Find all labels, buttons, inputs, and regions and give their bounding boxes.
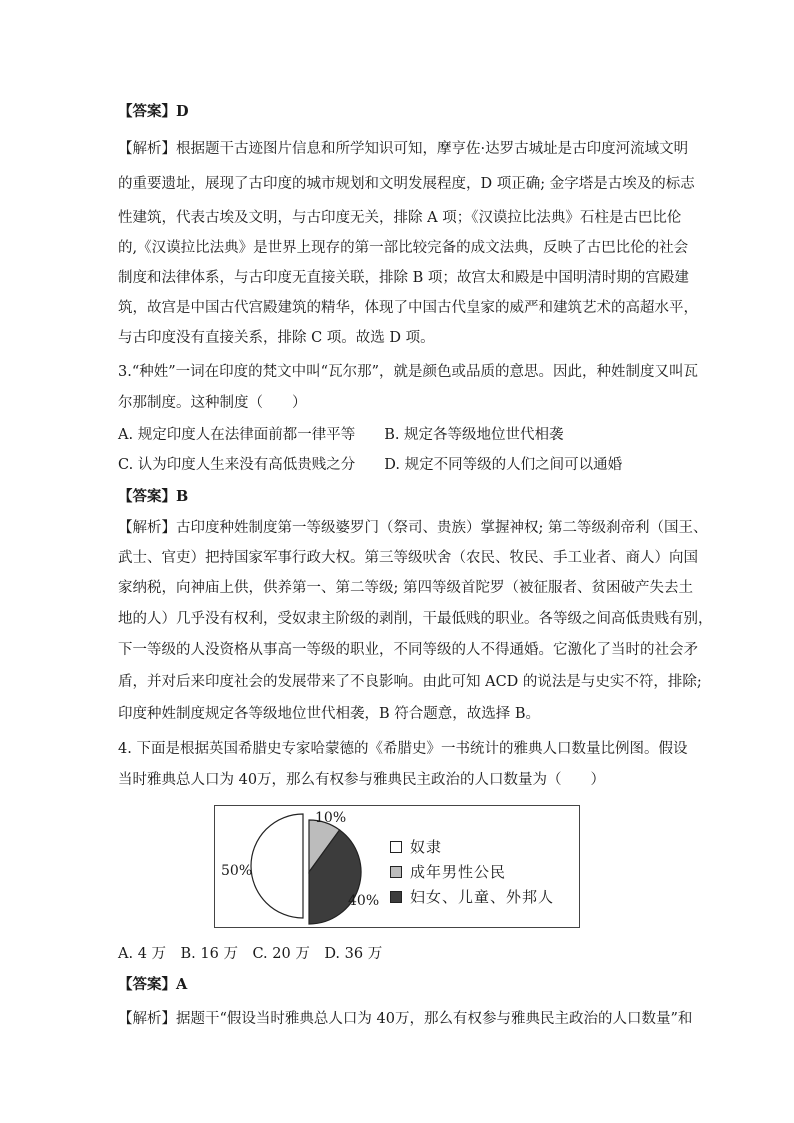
answer-label: 【答案】A [118,976,188,993]
chart-legend [390,834,554,909]
legend-label: 奴隶 [410,838,443,856]
analysis-text-line: 家纳税，向神庙上供，供养第一、第二等级; 第四等级首陀罗（被征服者、贫困破产失去土 [118,580,693,596]
population-pie-chart [214,805,580,928]
question-3-options-cd: C. 认为印度人生来没有高低贵贱之分 D. 规定不同等级的人们之间可以通婚 [118,457,623,473]
analysis-text-line: 【解析】根据题干古迹图片信息和所学知识可知，摩亨佐·达罗古城址是古印度河流域文明 [118,141,689,157]
question-4-text: 当时雅典总人口为 40万，那么有权参与雅典民主政治的人口数量为（ ） [118,772,606,788]
answer-label: 【答案】B [118,488,189,505]
legend-item-others [390,884,554,909]
question-4-text: 4. 下面是根据英国希腊史专家哈蒙德的《希腊史》一书统计的雅典人口数量比例图。假设 [118,741,688,757]
question-4-options: A. 4 万 B. 16 万 C. 20 万 D. 36 万 [118,946,383,962]
analysis-text-line: 下一等级的人没资格从事高一等级的职业，不同等级的人不得通婚。它激化了当时的社会矛 [118,642,698,658]
analysis-text-line: 的,《汉谟拉比法典》是世界上现存的第一部比较完备的成文法典，反映了古巴比伦的社会 [118,240,689,256]
question-3-options-ab: A. 规定印度人在法律面前都一律平等 B. 规定各等级地位世代相袭 [118,427,564,443]
legend-label: 妇女、儿童、外邦人 [410,888,555,906]
legend-item-citizens [390,859,554,884]
legend-swatch [390,841,402,853]
legend-item-slaves [390,834,554,859]
question-3-text: 3.“种姓”一词在印度的梵文中叫“瓦尔那”，就是颜色或品质的意思。因此，种姓制度又叫瓦 [118,364,698,380]
analysis-text-line: 与古印度没有直接关系，排除 C 项。故选 D 项。 [118,330,435,346]
analysis-text-line: 武士、官吏）把持国家军事行政大权。第三等级吠舍（农民、牧民、手工业者、商人）向国 [118,550,698,566]
analysis-text-line: 的重要遗址，展现了古印度的城市规划和文明发展程度，D 项正确; 金字塔是古埃及的标志 [118,176,695,192]
analysis-text-line: 地的人）几乎没有权利，受奴隶主阶级的剥削，干最低贱的职业。各等级之间高低贵贱有别， [118,611,713,627]
pie-slice-slaves [251,814,303,918]
analysis-text-line: 盾，并对后来印度社会的发展带来了不良影响。由此可知 ACD 的说法是与史实不符，排除; [118,674,702,690]
question-3-text: 尔那制度。这种制度（ ） [118,395,307,411]
answer-label: 【答案】D [118,103,189,120]
legend-swatch [390,891,402,903]
analysis-text-line: 性建筑，代表古埃及文明，与古印度无关，排除 A 项；《汉谟拉比法典》石柱是古巴比伦 [118,210,682,226]
pie-label-slaves: 50% [221,863,253,879]
pie-label-citizens: 10% [315,810,347,826]
legend-label: 成年男性公民 [410,863,507,881]
analysis-text-line: 印度种姓制度规定各等级地位世代相袭，B 符合题意，故选择 B。 [118,706,541,722]
pie-label-others: 40% [348,893,380,909]
analysis-text-line: 【解析】据题干“假设当时雅典总人口为 40万，那么有权参与雅典民主政治的人口数量”和 [118,1011,693,1027]
analysis-text-line: 制度和法律体系，与古印度无直接关联，排除 B 项；故宫太和殿是中国明清时期的宫殿建 [118,270,689,286]
legend-swatch [390,866,402,878]
analysis-text-line: 筑，故宫是中国古代宫殿建筑的精华，体现了中国古代皇家的威严和建筑艺术的高超水平， [118,300,698,316]
analysis-text-line: 【解析】古印度种姓制度第一等级婆罗门（祭司、贵族）掌握神权; 第二等级刹帝利（国王、 [118,520,708,536]
